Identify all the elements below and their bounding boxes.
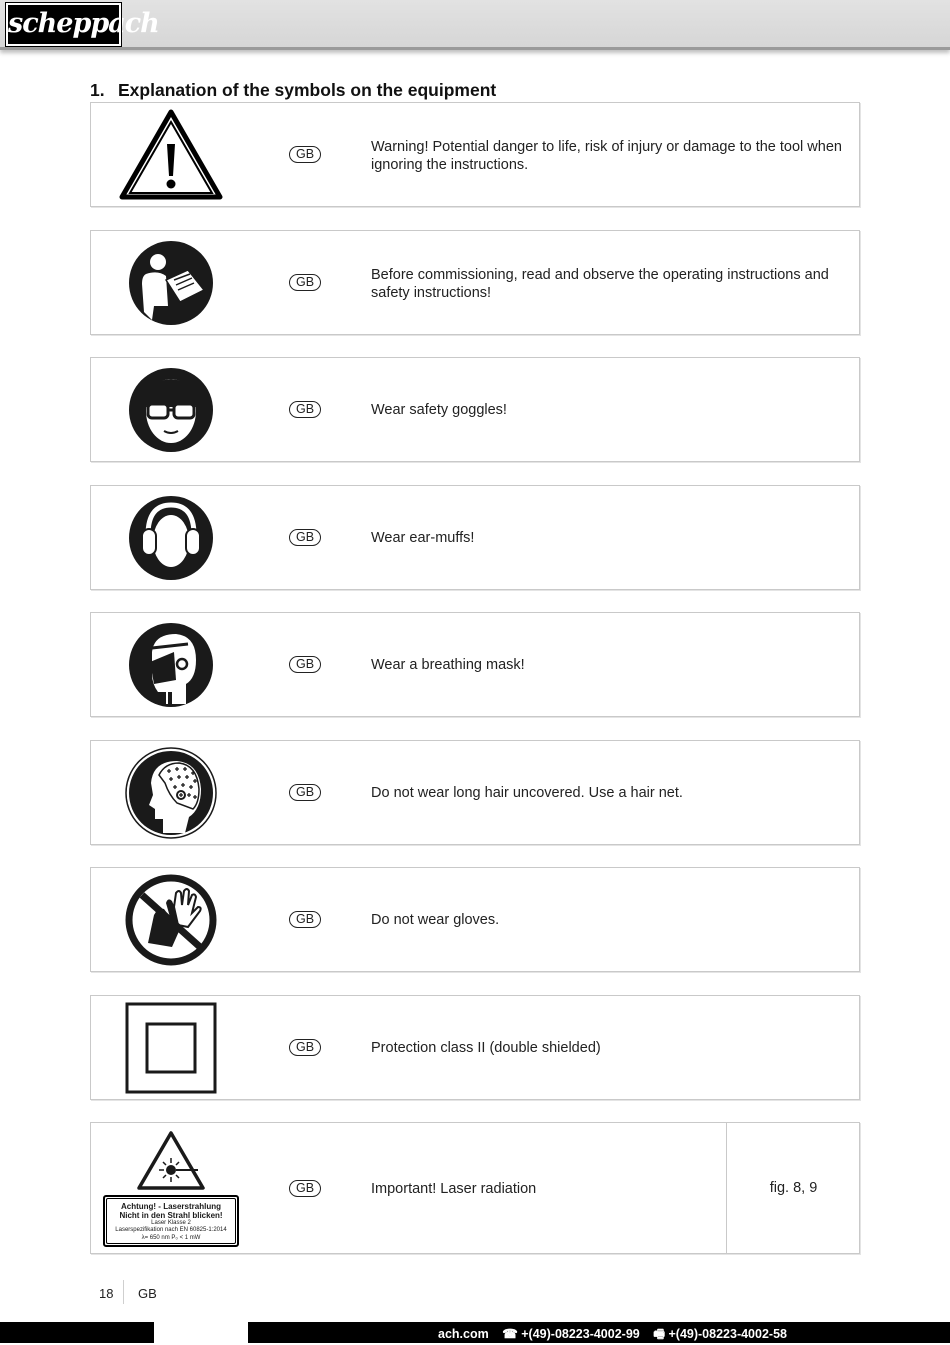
fax-number: 🖷 +(49)-08223-4002-58: [653, 1327, 787, 1341]
page-header: [0, 0, 950, 50]
phone-number: ☎ +(49)-08223-4002-99: [502, 1327, 640, 1341]
symbol-row-no-gloves: [90, 867, 860, 972]
symbol-description: Do not wear long hair uncovered. Use a hair net.: [371, 785, 683, 801]
symbol-row-hair-net: [90, 740, 860, 845]
symbol-row-laser: [90, 1122, 860, 1254]
ear-muffs-icon: [91, 486, 251, 589]
lang-badge: GB: [289, 529, 321, 546]
lang-badge: GB: [289, 274, 321, 291]
protection-class-ii-icon: [91, 996, 251, 1099]
lang-badge: GB: [289, 146, 321, 163]
symbol-description: Protection class II (double shielded): [371, 1040, 601, 1056]
laser-label-line3: Laser Klasse 2: [151, 1219, 191, 1226]
laser-warning-icon: [91, 1123, 251, 1253]
footer-divider: [123, 1280, 124, 1304]
section-title-text: Explanation of the symbols on the equipment: [118, 80, 497, 100]
laser-label-line1: Achtung! - Laserstrahlung: [120, 1201, 221, 1211]
laser-label: [103, 1195, 239, 1247]
safety-goggles-icon: [91, 358, 251, 461]
symbol-description: Wear safety goggles!: [371, 402, 507, 418]
website-link[interactable]: ach.com: [438, 1327, 489, 1341]
symbol-description: Wear ear-muffs!: [371, 530, 475, 546]
symbol-row-protection-class: [90, 995, 860, 1100]
section-number: 1.: [90, 80, 105, 100]
symbol-row-breathing-mask: [90, 612, 860, 717]
symbol-description: Before commissioning, read and observe the operating instructions and safety instructions!: [371, 267, 829, 301]
warning-triangle-icon: [91, 103, 251, 206]
symbol-row-ear-muffs: [90, 485, 860, 590]
footer-language: GB: [138, 1286, 157, 1301]
lang-badge: GB: [289, 656, 321, 673]
lang-badge: GB: [289, 401, 321, 418]
section-title: [90, 80, 496, 101]
scheppach-logo: scheppach: [6, 3, 121, 46]
hair-net-icon: [91, 741, 251, 844]
symbol-row-warning: [90, 102, 860, 207]
symbol-description: Wear a breathing mask!: [371, 657, 525, 673]
symbol-row-goggles: [90, 357, 860, 462]
lang-badge: GB: [289, 1039, 321, 1056]
laser-label-line4: Laserspezifikation nach EN 60825-1:2014: [115, 1227, 227, 1233]
lang-badge: GB: [289, 784, 321, 801]
breathing-mask-icon: [91, 613, 251, 716]
no-gloves-icon: [91, 868, 251, 971]
laser-label-line5: λ= 650 nm P₀ < 1 mW: [141, 1234, 201, 1241]
contact-bar-gap: [154, 1322, 248, 1343]
figure-reference: fig. 8, 9: [769, 1180, 818, 1196]
lang-badge: GB: [289, 1180, 321, 1197]
symbol-description: Important! Laser radiation: [371, 1181, 537, 1197]
read-manual-icon: [91, 231, 251, 334]
symbol-description: Do not wear gloves.: [371, 912, 500, 928]
lang-badge: GB: [289, 911, 321, 928]
contact-info: [438, 1325, 797, 1345]
symbol-row-read-manual: [90, 230, 860, 335]
laser-label-line2: Nicht in den Strahl blicken!: [119, 1210, 223, 1220]
symbol-description: Warning! Potential danger to life, risk of injury or damage to the tool when ignoring the instructions.: [371, 139, 842, 173]
page-number: 18: [99, 1286, 114, 1301]
